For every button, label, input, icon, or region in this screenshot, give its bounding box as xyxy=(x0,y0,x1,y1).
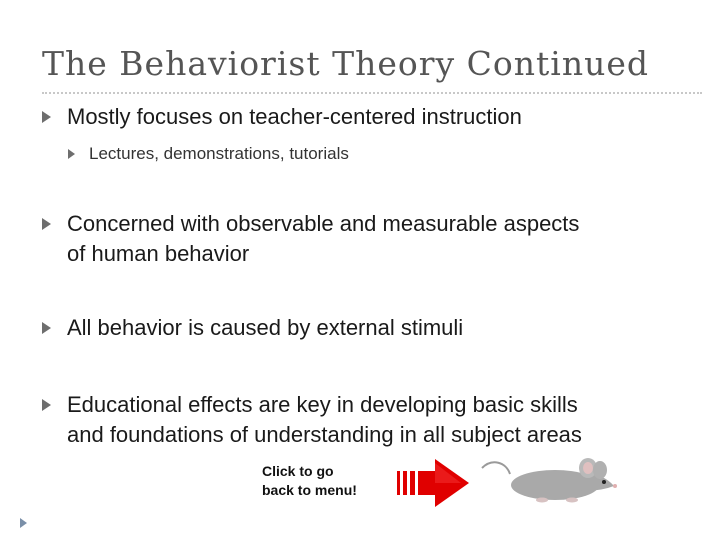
gray-mouse-icon xyxy=(480,458,620,503)
mouse-nose xyxy=(613,484,617,488)
bullet-text-line-2: and foundations of understanding in all subject areas xyxy=(67,422,582,447)
bullet-triangle-icon xyxy=(42,111,51,123)
arrow-stripe xyxy=(410,471,415,495)
bullet-text: All behavior is caused by external stimuli xyxy=(67,315,464,340)
sub-bullet-text: Lectures, demonstrations, tutorials xyxy=(89,144,349,163)
bullet-text-line-1: Educational effects are key in developing basic skills xyxy=(67,392,578,417)
mouse-foot xyxy=(566,498,578,503)
bullet-triangle-icon xyxy=(42,218,51,230)
arrow-stripe xyxy=(403,471,407,495)
mouse-tail xyxy=(482,462,510,474)
bullet-triangle-icon xyxy=(42,399,51,411)
sub-bullet-triangle-icon xyxy=(68,149,75,159)
red-right-arrow-icon[interactable] xyxy=(397,459,471,507)
mouse-eye xyxy=(602,480,606,484)
back-to-menu-line-2: back to menu! xyxy=(262,482,357,498)
bullet-triangle-icon xyxy=(42,322,51,334)
mouse-inner-ear xyxy=(583,462,593,474)
title-divider xyxy=(42,92,702,94)
mouse-ear xyxy=(593,461,607,479)
bullet-text: Mostly focuses on teacher-centered instruction xyxy=(67,104,522,129)
back-to-menu-label[interactable] xyxy=(262,462,357,500)
slide-title: The Behaviorist Theory Continued xyxy=(42,44,649,83)
back-to-menu-line-1: Click to go xyxy=(262,463,334,479)
mouse-foot xyxy=(536,498,548,503)
arrow-shaft xyxy=(418,471,435,495)
arrow-stripe xyxy=(397,471,400,495)
slide-corner-triangle-icon xyxy=(20,518,27,528)
bullet-text-line-2: of human behavior xyxy=(67,241,250,266)
bullet-text-line-1: Concerned with observable and measurable aspects xyxy=(67,211,580,236)
